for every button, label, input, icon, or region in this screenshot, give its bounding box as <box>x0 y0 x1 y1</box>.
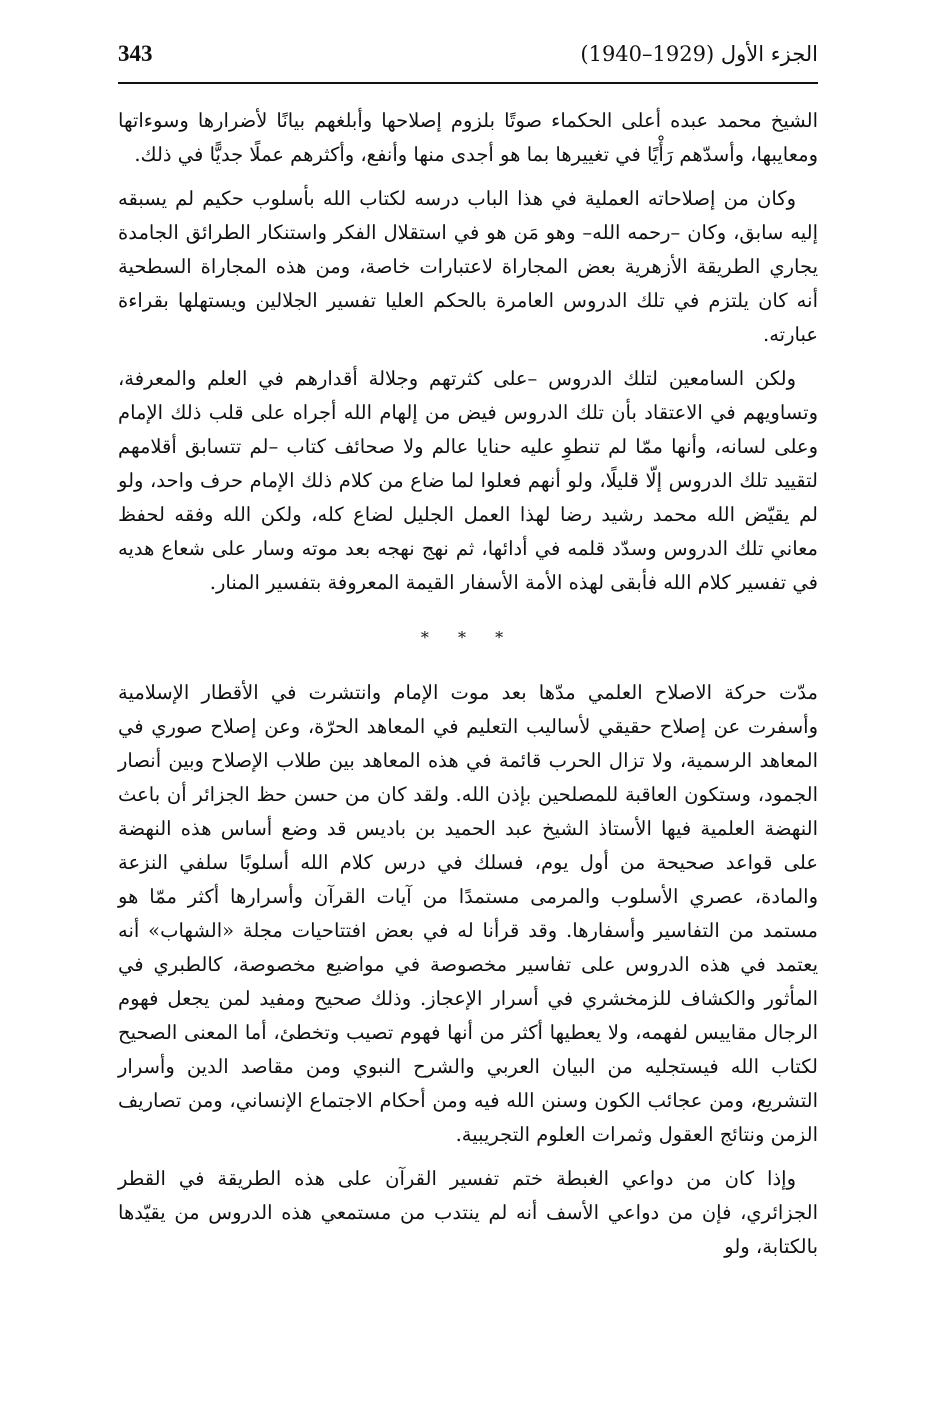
page-number: 343 <box>118 41 153 66</box>
paragraph-continued: وإذا كان من دواعي الغبطة ختم تفسير القرآن على هذه الطريقة في القطر الجزائري، فإن من دواعي الأسف أنه لم ينتدب من مستمعي هذه الدروس من يقيّدها بالكتابة، ولو <box>118 1167 818 1258</box>
section-separator: * * * <box>420 628 516 647</box>
running-title: الجزء الأول (1929–1940) <box>580 42 818 66</box>
paragraph-continuation: الشيخ محمد عبده أعلى الحكماء صوتًا بلزوم إصلاحها وأبلغهم بيانًا لأضرارها وسوءاتها ومعايبها، وأسدّهم رَأْيًا في تغييرها بما هو أجدى منها وأنفع، وأكثرهم عملًا جديًّا في ذلك. <box>118 109 818 166</box>
paragraph: ولكن السامعين لتلك الدروس –على كثرتهم وجلالة أقدارهم في العلم والمعرفة، وتساويهم في الاعتقاد بأن تلك الدروس فيض من إلهام الله أجراه على قلب ذلك الإمام وعلى لسانه، وأنها ممّا لم تنطوِ عليه حنايا عالم ولا صحائف كتاب –لم تتسابق أقلامهم لتقييد تلك الدروس إلّا قليلًا، ولو أنهم فعلوا لما ضاع من كلام ذلك الإمام حرف واحد، ولو لم يقيّض الله محمد رشيد رضا لهذا العمل الجليل لضاع كله، ولكن الله وفقه لحفظ معاني تلك الدروس وسدّد قلمه في أدائها، ثم نهج نهجه بعد موته وسار على شعاع هديه في تفسير كلام الله فأبقى لهذه الأمة الأسفار القيمة المعروفة بتفسير المنار. <box>118 367 818 594</box>
paragraph: مدّت حركة الاصلاح العلمي مدّها بعد موت الإمام وانتشرت في الأقطار الإسلامية وأسفرت عن إصلاح حقيقي لأساليب التعليم في المعاهد الحرّة، وعن إصلاح صوري في المعاهد الرسمية، ولا تزال الحرب قائمة في هذه المعاهد بين طلاب الإصلاح وبين أنصار الجمود، وستكون العاقبة للمصلحين بإذن الله. ولقد كان من حسن حظ الجزائر أن باعث النهضة العلمية فيها الأستاذ الشيخ عبد الحميد بن باديس قد وضع أساس هذه النهضة على قواعد صحيحة من أول يوم، فسلك في درس كلام الله أسلوبًا سلفي النزعة والمادة، عصري الأسلوب والمرمى مستمدًا من آيات القرآن وأسرارها أكثر ممّا هو مستمد من التفاسير وأسفارها. وقد قرأنا له في بعض افتتاحيات مجلة «الشهاب» أنه يعتمد في هذه الدروس على تفاسير مخصوصة في مواضيع مخصوصة، كالطبري في المأثور والكشاف للزمخشري في أسرار الإعجاز. وذلك صحيح ومفيد لمن يجعل فهوم الرجال مقاييس لفهمه، ولا يعطيها أكثر من أنها فهوم تصيب وتخطئ، أما المعنى الصحيح لكتاب الله فيستجليه من البيان العربي والشرح النبوي ومن مقاصد الدين وأسرار التشريع، ومن عجائب الكون وسنن الله فيه ومن أحكام الاجتماع الإنساني، ومن تصاريف الزمن ونتائج العقول وثمرات العلوم التجريبية. <box>118 681 818 1146</box>
page-header <box>118 34 818 74</box>
header-divider <box>118 82 818 84</box>
paragraph: وكان من إصلاحاته العملية في هذا الباب درسه لكتاب الله بأسلوب حكيم لم يسبقه إليه سابق، وكان –رحمه الله– وهو مَن هو في استقلال الفكر واستنكار الطرائق الجامدة يجاري الطريقة الأزهرية بعض المجاراة لاعتبارات خاصة، ومن هذه المجاراة السطحية أنه كان يلتزم في تلك الدروس العامرة بالحكم العليا تفسير الجلالين ويستهلها بقراءة عبارته. <box>118 187 818 346</box>
page-body <box>118 104 818 1274</box>
